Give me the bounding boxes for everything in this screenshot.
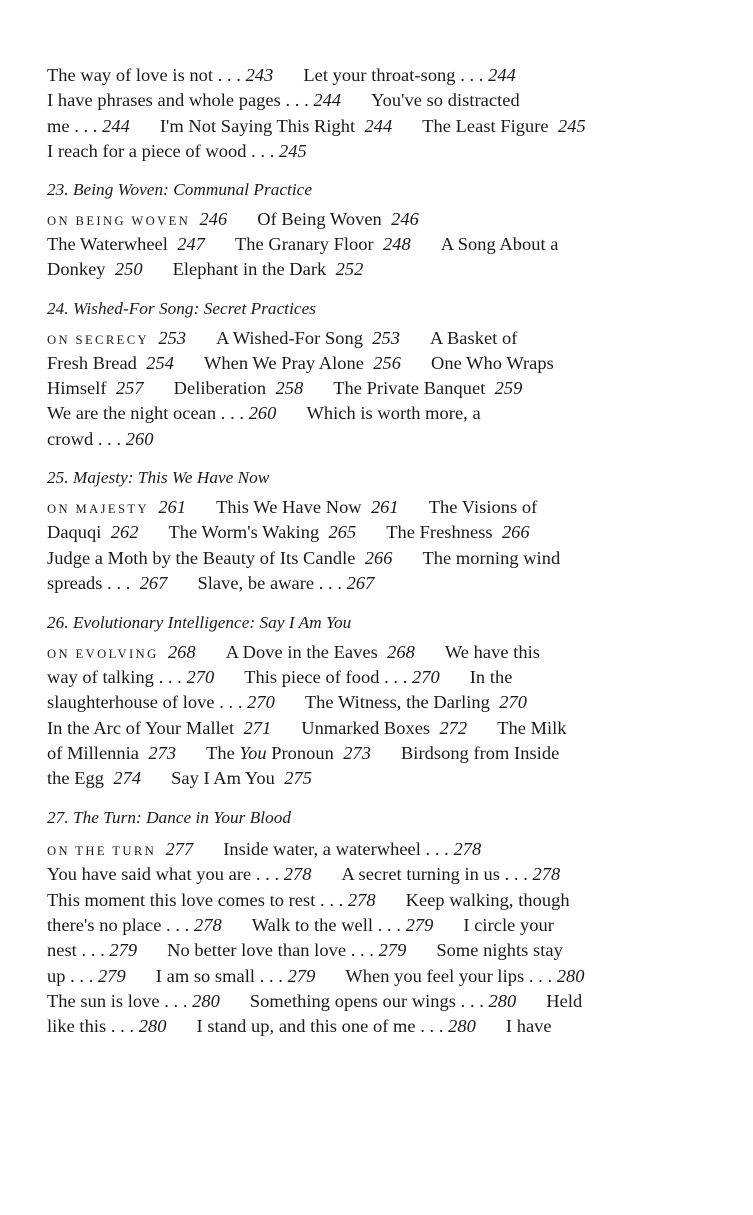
section-lead: ON SECRECY <box>47 333 150 347</box>
toc-line: I reach for a piece of wood . . . 245 <box>47 141 307 161</box>
toc-line: ON THE TURN 277 Inside water, a waterwheel . . . 278 <box>47 839 482 859</box>
toc-line: ON SECRECY 253 A Wished-For Song 253 A Basket of <box>47 328 518 348</box>
toc-line: In the Arc of Your Mallet 271 Unmarked Boxes 272 The Milk <box>47 718 567 738</box>
section-heading: 26. Evolutionary Intelligence: Say I Am You <box>47 613 352 632</box>
toc-line: up . . . 279 I am so small . . . 279 When you feel your lips . . . 280 <box>47 966 585 986</box>
toc-line: there's no place . . . 278 Walk to the well . . . 279 I circle your <box>47 915 554 935</box>
section-lead: ON BEING WOVEN <box>47 214 191 228</box>
toc-line: The Waterwheel 247 The Granary Floor 248 A Song About a <box>47 234 559 254</box>
section-lead: ON MAJESTY <box>47 502 150 516</box>
toc-line: ON EVOLVING 268 A Dove in the Eaves 268 We have this <box>47 642 540 662</box>
toc-line: the Egg 274 Say I Am You 275 <box>47 768 312 788</box>
toc-line: Himself 257 Deliberation 258 The Private Banquet 259 <box>47 378 523 398</box>
section-heading: 24. Wished-For Song: Secret Practices <box>47 299 317 318</box>
section-heading: 27. The Turn: Dance in Your Blood <box>47 808 292 827</box>
toc-line: We are the night ocean . . . 260 Which is worth more, a <box>47 403 481 423</box>
toc-line: Daquqi 262 The Worm's Waking 265 The Freshness 266 <box>47 522 530 542</box>
section-lead: ON THE TURN <box>47 844 157 858</box>
toc-line: Donkey 250 Elephant in the Dark 252 <box>47 259 364 279</box>
toc-line: ON BEING WOVEN 246 Of Being Woven 246 <box>47 209 419 229</box>
toc-line: nest . . . 279 No better love than love . . . 279 Some nights stay <box>47 940 563 960</box>
toc-line: spreads . . . 267 Slave, be aware . . . 267 <box>47 573 375 593</box>
toc-line: Fresh Bread 254 When We Pray Alone 256 One Who Wraps <box>47 353 554 373</box>
toc-line: The way of love is not . . . 243 Let your throat-song . . . 244 <box>47 65 516 85</box>
toc-line: Judge a Moth by the Beauty of Its Candle 266 The morning wind <box>47 548 561 568</box>
toc-line: slaughterhouse of love . . . 270 The Witness, the Darling 270 <box>47 692 527 712</box>
toc-line: You have said what you are . . . 278 A secret turning in us . . . 278 <box>47 864 561 884</box>
toc-line: way of talking . . . 270 This piece of food . . . 270 In the <box>47 667 513 687</box>
toc-line: ON MAJESTY 261 This We Have Now 261 The Visions of <box>47 497 538 517</box>
toc-line: me . . . 244 I'm Not Saying This Right 244 The Least Figure 245 <box>47 116 586 136</box>
toc-line: The sun is love . . . 280 Something opens our wings . . . 280 Held <box>47 991 583 1011</box>
toc-line: crowd . . . 260 <box>47 429 154 449</box>
section-heading: 23. Being Woven: Communal Practice <box>47 180 313 199</box>
toc-line: of Millennia 273 The You Pronoun 273 Birdsong from Inside <box>47 743 560 763</box>
toc-line: like this . . . 280 I stand up, and this one of me . . . 280 I have <box>47 1016 552 1036</box>
section-lead: ON EVOLVING <box>47 647 159 661</box>
toc-line: This moment this love comes to rest . . . 278 Keep walking, though <box>47 890 570 910</box>
toc-line: I have phrases and whole pages . . . 244 You've so distracted <box>47 90 520 110</box>
section-heading: 25. Majesty: This We Have Now <box>47 468 270 487</box>
